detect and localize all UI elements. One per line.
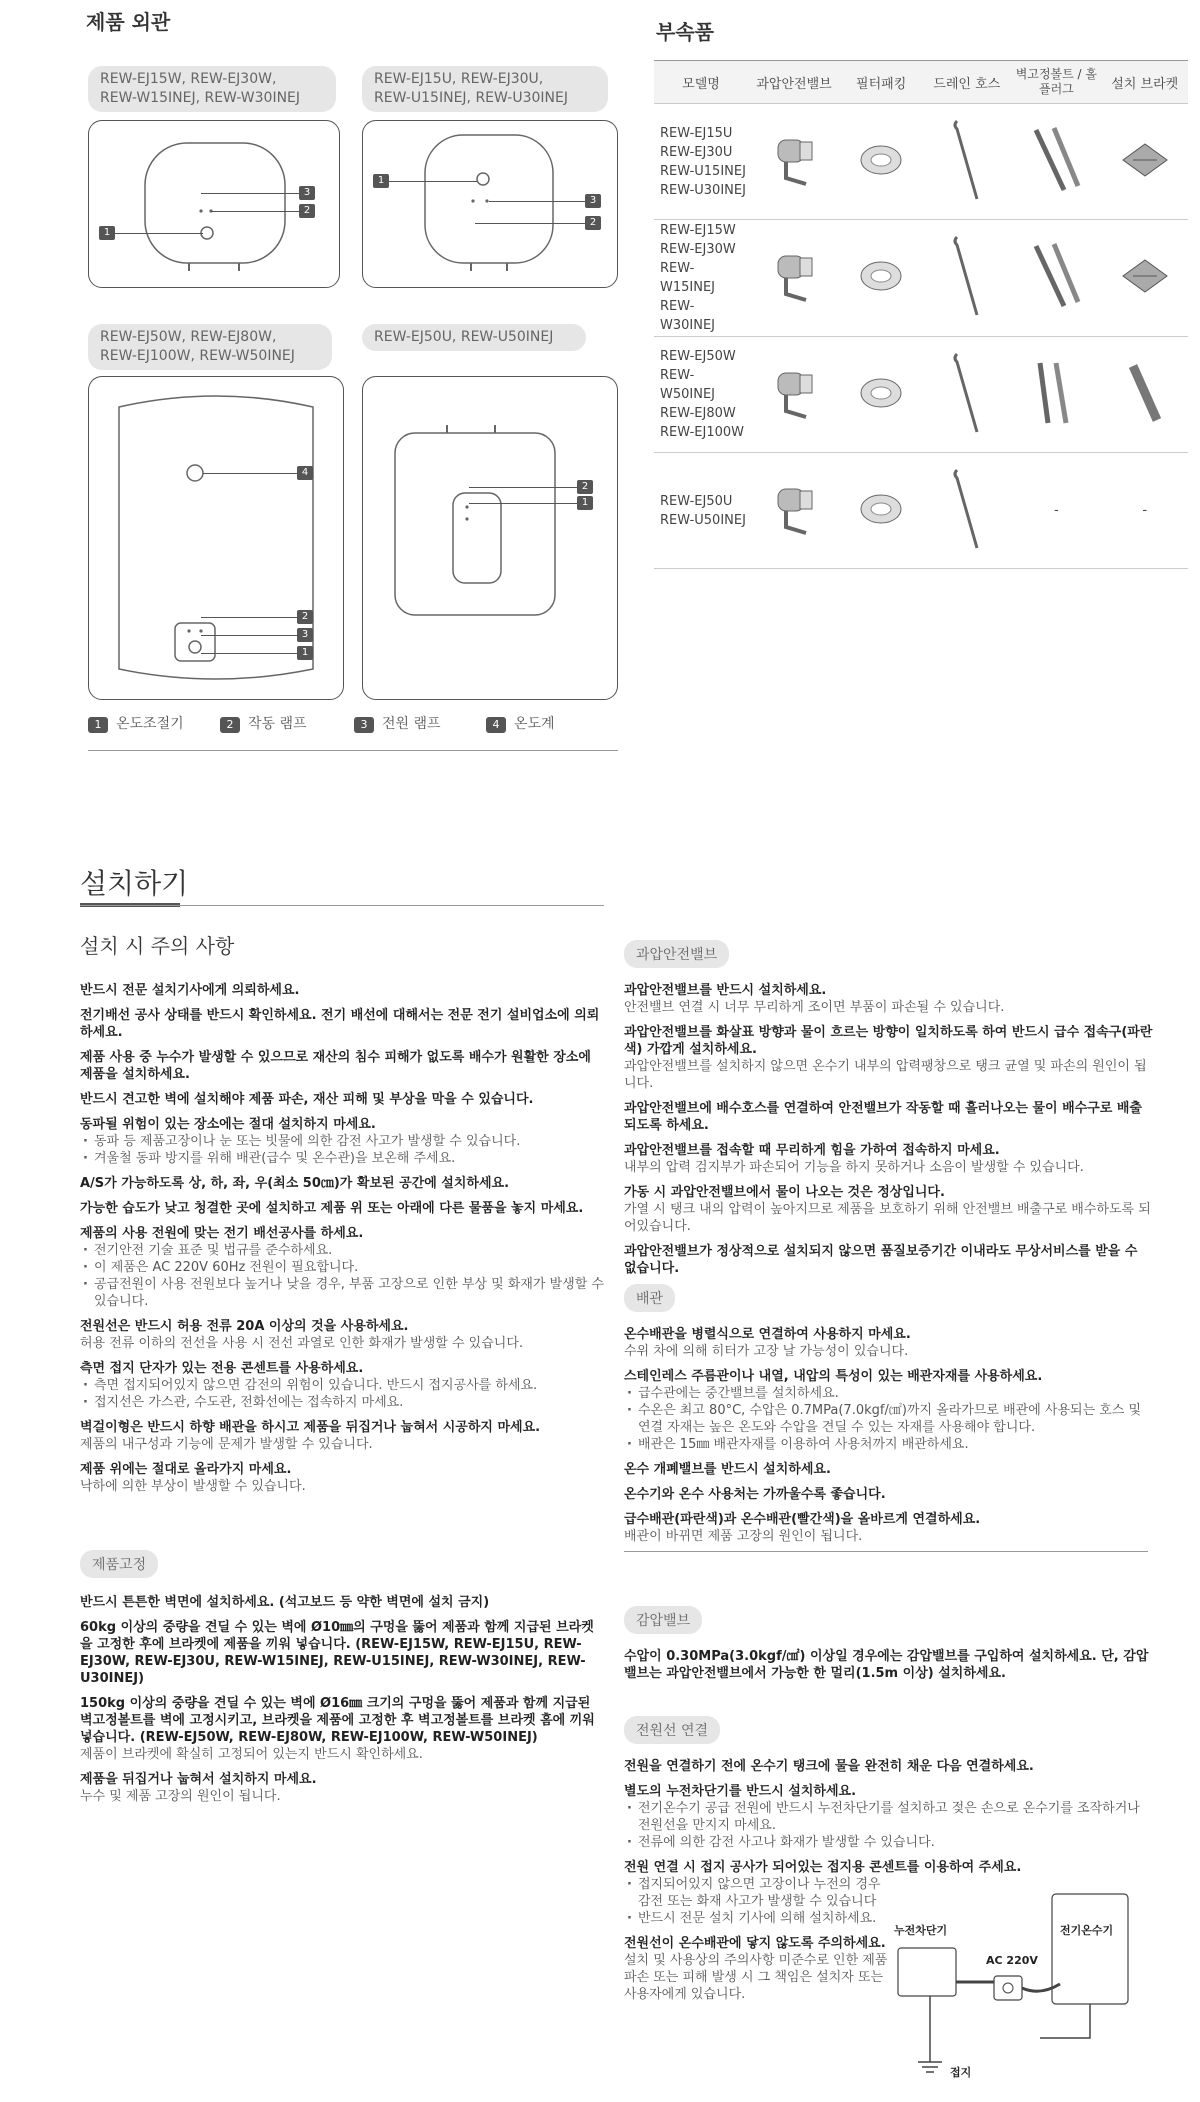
callout-3: 3 (585, 194, 601, 208)
power-item: 전원 연결 시 접지 공사가 되어있는 접지용 콘센트를 이용하여 주세요. (624, 1860, 1022, 1875)
model-cell (654, 337, 748, 453)
col-header: 벽고정볼트 / 홀플러그 (1011, 61, 1101, 104)
model-cell (654, 220, 748, 337)
model-cell (654, 453, 748, 569)
model-name: REW-EJ80W (660, 406, 736, 421)
model-line: REW-W15INEJ, REW-W30INEJ (100, 90, 301, 106)
water-heater-illustration (363, 377, 617, 699)
caution-item: 제품 사용 중 누수가 발생할 수 있으므로 재산의 침수 피해가 없도록 배수가 원활한 장소에 제품을 설치하세요. (80, 1050, 591, 1082)
packing-image (840, 337, 922, 453)
accessories-table (654, 60, 1188, 569)
power-note: 설치 및 사용상의 주의사항 미준수로 인한 제품 파손 또는 피해 발생 시 그 책임은 설치자 또는 사용자에게 있습니다. (624, 1953, 888, 2002)
model-name: REW-EJ50W (660, 349, 736, 364)
bullet: · 이 제품은 AC 220V 60Hz 전원이 필요합니다. (80, 1259, 605, 1276)
power-item: 별도의 누전차단기를 반드시 설치하세요. (624, 1784, 857, 1799)
bullet: · 동파 등 제품고장이나 눈 또는 빗물에 의한 감전 사고가 발생할 수 있습니다. (80, 1133, 605, 1150)
reducer-section (624, 1606, 1154, 1682)
callout-1: 1 (297, 646, 313, 660)
valve-item: 과압안전밸브에 배수호스를 연결하여 안전밸브가 작동할 때 흘러나오는 물이 배수구로 배출되도록 하세요. (624, 1101, 1142, 1133)
model-name: REW-EJ50U (660, 493, 733, 509)
caution-item: 측면 접지 단자가 있는 전용 콘센트를 사용하세요. (80, 1361, 364, 1376)
reducer-item: 수압이 0.30MPa(3.0kgf/㎠) 이상일 경우에는 감압밸브를 구입하여 설치하세요. 단, 감압밸브는 과압안전밸브에서 가능한 한 멀리(1.5m 이상) 설치하세요. (624, 1649, 1149, 1681)
legend-num: 3 (354, 717, 374, 733)
bullet: · 접지선은 가스관, 수도관, 전화선에는 접속하지 마세요. (80, 1394, 605, 1411)
divider (80, 905, 604, 906)
heater-label: 전기온수기 (1060, 1924, 1114, 1937)
bullet: · 수온은 최고 80°C, 수압은 0.7MPa(7.0kgf/㎠)까지 올라가므로 배관에 사용되는 호스 및 연결 자재는 높은 온도와 수압을 견딜 수 있는 자재를 사용해야 합니다. (624, 1402, 1154, 1436)
model-name: REW-EJ15W (660, 223, 736, 238)
caution-item: 반드시 전문 설치기사에게 의뢰하세요. (80, 983, 300, 998)
model-name: REW-EJ100W (660, 425, 744, 440)
legend-label: 전원 램프 (382, 716, 441, 732)
pipe-item: 온수 개폐밸브를 반드시 설치하세요. (624, 1462, 831, 1477)
fix-item: 150kg 이상의 중량을 견딜 수 있는 벽에 Ø16㎜ 크기의 구멍을 뚫어 제품과 함께 지급된 벽고정볼트를 벽에 고정시키고, 브라켓을 제품에 고정한 후 벽고정볼트를 브라켓 홈에 끼워 넣습니다. (REW-EJ50W, REW-EJ80W, REW-EJ100W, REW-W50INEJ) (80, 1696, 595, 1745)
col-header: 모델명 (654, 61, 748, 104)
water-heater-illustration (363, 121, 617, 287)
valve-section (624, 940, 1154, 1277)
appearance-title: 제품 외관 (86, 10, 171, 34)
wiring-diagram (890, 1886, 1160, 2096)
hose-image (922, 453, 1011, 569)
caution-item: 반드시 견고한 벽에 설치해야 제품 파손, 재산 피해 및 부상을 막을 수 있습니다. (80, 1092, 534, 1107)
hose-image (922, 220, 1011, 337)
model-name: REW-U50INEJ (660, 512, 746, 528)
power-item: 전원선이 온수배관에 닿지 않도록 주의하세요. (624, 1936, 886, 1951)
callout-2: 2 (299, 204, 315, 218)
wiring-diagram-graphic (890, 1886, 1160, 2096)
legend-num: 1 (88, 717, 108, 733)
model-name: REW-W50INEJ (660, 368, 716, 402)
bullet: · 전류에 의한 감전 사고나 화재가 발생할 수 있습니다. (624, 1834, 1154, 1851)
pipe-item: 급수배관(파란색)과 온수배관(빨간색)을 올바르게 연결하세요. (624, 1512, 981, 1527)
model-line: REW-U15INEJ, REW-U30INEJ (374, 90, 568, 106)
callout-3: 3 (299, 186, 315, 200)
bullet: · 급수관에는 중간밸브를 설치하세요. (624, 1385, 1154, 1402)
table-row (654, 104, 1188, 220)
valve-note: 내부의 압력 검지부가 파손되어 기능을 하지 못하거나 소음이 발생할 수 있습니다. (624, 1160, 1084, 1175)
model-name: REW-W30INEJ (660, 299, 716, 333)
model-group-pill (88, 66, 336, 112)
bolt-image (1011, 104, 1101, 220)
legend-label: 온도조절기 (116, 716, 184, 732)
model-line: REW-EJ15W, REW-EJ30W, (100, 71, 277, 87)
valve-note: 안전밸브 연결 시 너무 무리하게 조이면 부품이 파손될 수 있습니다. (624, 1000, 1005, 1015)
model-group-pill (88, 324, 332, 370)
bracket-cell: - (1102, 453, 1189, 569)
bullet: · 공급전원이 사용 전원보다 높거나 낮을 경우, 부품 고장으로 인한 부상 및 화재가 발생할 수 있습니다. (80, 1276, 605, 1310)
callout-2: 2 (585, 216, 601, 230)
fix-label: 제품고정 (80, 1550, 158, 1578)
bullet: · 배관은 15㎜ 배관자재를 이용하여 사용처까지 배관하세요. (624, 1436, 1154, 1453)
fix-item: 제품을 뒤집거나 눕혀서 설치하지 마세요. (80, 1772, 317, 1787)
bracket-image (1102, 220, 1189, 337)
pipe-item: 온수배관을 병렬식으로 연결하여 사용하지 마세요. (624, 1327, 911, 1342)
caution-note: 허용 전류 이하의 전선을 사용 시 전선 과열로 인한 화재가 발생할 수 있습니다. (80, 1336, 524, 1351)
power-label: 전원선 연결 (624, 1716, 720, 1744)
valve-image (748, 337, 840, 453)
pipe-item: 스테인레스 주름관이나 내열, 내압의 특성이 있는 배관자재를 사용하세요. (624, 1369, 1043, 1384)
fix-note: 누수 및 제품 고장의 원인이 됩니다. (80, 1789, 281, 1804)
accessories-title: 부속품 (656, 20, 714, 44)
caution-item: 제품의 사용 전원에 맞는 전기 배선공사를 하세요. (80, 1226, 364, 1241)
legend-num: 2 (220, 717, 240, 733)
callout-1: 1 (99, 226, 115, 240)
valve-image (748, 104, 840, 220)
col-header: 설치 브라켓 (1102, 61, 1189, 104)
valve-image (748, 220, 840, 337)
pipe-label: 배관 (624, 1284, 675, 1312)
table-row (654, 220, 1188, 337)
pipe-note: 수위 차에 의해 히터가 고장 날 가능성이 있습니다. (624, 1344, 909, 1359)
ground-label: 접지 (950, 2066, 972, 2079)
hose-image (922, 104, 1011, 220)
install-title: 설치하기 (80, 867, 189, 900)
bullet: · 전기안전 기술 표준 및 법규를 준수하세요. (80, 1242, 605, 1259)
valve-note: 가열 시 탱크 내의 압력이 높아지므로 제품을 보호하기 위해 안전밸브 배출구로 배수하도록 되어있습니다. (624, 1202, 1151, 1234)
bullet: · 반드시 전문 설치 기사에 의해 설치하세요. (624, 1910, 894, 1927)
power-item: 전원을 연결하기 전에 온수기 탱크에 물을 완전히 채운 다음 연결하세요. (624, 1759, 1034, 1774)
table-row (654, 453, 1188, 569)
model-line: REW-EJ100W, REW-W50INEJ (100, 348, 295, 364)
caution-title: 설치 시 주의 사항 (80, 934, 235, 958)
caution-item: 전원선은 반드시 허용 전류 20A 이상의 것을 사용하세요. (80, 1319, 409, 1334)
bracket-image (1102, 104, 1189, 220)
caution-note: 낙하에 의한 부상이 발생할 수 있습니다. (80, 1479, 306, 1494)
packing-image (840, 220, 922, 337)
col-header: 과압안전밸브 (748, 61, 840, 104)
callout-2: 2 (297, 610, 313, 624)
callout-3: 3 (297, 628, 313, 642)
bullet: · 접지되어있지 않으면 고장이나 누전의 경우 감전 또는 화재 사고가 발생할 수 있습니다 (624, 1876, 894, 1910)
pipe-note: 배관이 바뀌면 제품 고장의 원인이 됩니다. (624, 1529, 863, 1544)
bullet: · 측면 접지되어있지 않으면 감전의 위험이 있습니다. 반드시 접지공사를 하세요. (80, 1377, 605, 1394)
caution-item: 가능한 습도가 낮고 청결한 곳에 설치하고 제품 위 또는 아래에 다른 물품을 놓지 마세요. (80, 1201, 584, 1216)
bullet: · 전기온수기 공급 전원에 반드시 누전차단기를 설치하고 젖은 손으로 온수기를 조작하거나 전원선을 만지지 마세요. (624, 1800, 1154, 1834)
pipe-item: 온수기와 온수 사용처는 가까울수록 좋습니다. (624, 1487, 886, 1502)
table-row (654, 337, 1188, 453)
caution-note: 제품의 내구성과 기능에 문제가 발생할 수 있습니다. (80, 1437, 373, 1452)
model-name: REW-W15INEJ (660, 261, 716, 295)
callout-1: 1 (577, 496, 593, 510)
bolt-cell: - (1011, 453, 1101, 569)
caution-item: 제품 위에는 절대로 올라가지 마세요. (80, 1462, 292, 1477)
product-card (362, 376, 618, 700)
model-cell (654, 104, 748, 220)
col-header: 필터패킹 (840, 61, 922, 104)
product-card (88, 376, 344, 700)
valve-image (748, 453, 840, 569)
model-name: REW-EJ30U (660, 144, 733, 160)
packing-image (840, 104, 922, 220)
legend-label: 온도계 (514, 716, 555, 732)
fix-item: 60kg 이상의 중량을 견딜 수 있는 벽에 Ø10㎜의 구멍을 뚫어 제품과 함께 지급된 브라켓을 고정한 후에 브라켓에 제품을 끼워 넣습니다. (REW-EJ15W, REW-EJ15U, REW-EJ30W, REW-EJ30U, REW-W15INEJ, REW-U15INEJ, REW-W30INEJ, REW-U30INEJ) (80, 1620, 594, 1686)
caution-item: 동파될 위험이 있는 장소에는 절대 설치하지 마세요. (80, 1117, 376, 1132)
table-header-row (654, 61, 1188, 104)
valve-note: 과압안전밸브를 설치하지 않으면 온수기 내부의 압력팽창으로 탱크 균열 및 파손의 원인이 됩니다. (624, 1059, 1147, 1091)
model-line: REW-EJ50U, REW-U50INEJ (374, 329, 554, 345)
bolt-image (1011, 337, 1101, 453)
caution-item: 전기배선 공사 상태를 반드시 확인하세요. 전기 배선에 대해서는 전문 전기 설비업소에 의뢰하세요. (80, 1008, 600, 1040)
bolt-image (1011, 220, 1101, 337)
voltage-label: AC 220V (986, 1954, 1038, 1967)
reducer-label: 감압밸브 (624, 1606, 702, 1634)
model-group-pill (362, 66, 608, 112)
caution-list (80, 982, 605, 1495)
packing-image (840, 453, 922, 569)
pipe-section (624, 1284, 1154, 1552)
valve-item: 가동 시 과압안전밸브에서 물이 나오는 것은 정상입니다. (624, 1185, 945, 1200)
callout-4: 4 (297, 466, 313, 480)
divider (88, 750, 618, 751)
product-card (362, 120, 618, 288)
model-name: REW-EJ30W (660, 242, 736, 257)
legend-label: 작동 램프 (248, 716, 307, 732)
breaker-label: 누전차단기 (894, 1924, 948, 1937)
model-name: REW-EJ15U (660, 125, 733, 141)
caution-item: A/S가 가능하도록 상, 하, 좌, 우(최소 50㎝)가 확보된 공간에 설치하세요. (80, 1176, 510, 1191)
valve-item: 과압안전밸브를 접속할 때 무리하게 힘을 가하여 접속하지 마세요. (624, 1143, 1000, 1158)
model-line: REW-EJ50W, REW-EJ80W, (100, 329, 277, 345)
valve-item: 과압안전밸브를 화살표 방향과 물이 흐르는 방향이 일치하도록 하여 반드시 급수 접속구(파란색) 가깝게 설치하세요. (624, 1025, 1153, 1057)
callout-1: 1 (373, 174, 389, 188)
valve-item: 과압안전밸브를 반드시 설치하세요. (624, 983, 827, 998)
legend-num: 4 (486, 717, 506, 733)
hose-image (922, 337, 1011, 453)
valve-item: 과압안전밸브가 정상적으로 설치되지 않으면 품질보증기간 이내라도 무상서비스를 받을 수 없습니다. (624, 1244, 1138, 1276)
model-group-pill (362, 324, 586, 351)
fix-section (80, 1550, 605, 1805)
model-name: REW-U30INEJ (660, 182, 746, 198)
product-card (88, 120, 340, 288)
bullet: · 겨울철 동파 방지를 위해 배관(급수 및 온수관)을 보온해 주세요. (80, 1150, 605, 1167)
fix-item: 반드시 튼튼한 벽면에 설치하세요. (석고보드 등 약한 벽면에 설치 금지) (80, 1595, 490, 1610)
caution-item: 벽걸이형은 반드시 하향 배관을 하시고 제품을 뒤집거나 눕혀서 시공하지 마세요. (80, 1420, 541, 1435)
valve-label: 과압안전밸브 (624, 940, 729, 968)
legend (88, 713, 555, 733)
bracket-image (1102, 337, 1189, 453)
model-name: REW-U15INEJ (660, 163, 746, 179)
col-header: 드레인 호스 (922, 61, 1011, 104)
callout-2: 2 (577, 480, 593, 494)
fix-note: 제품이 브라켓에 확실히 고정되어 있는지 반드시 확인하세요. (80, 1747, 423, 1762)
model-line: REW-EJ15U, REW-EJ30U, (374, 71, 544, 87)
